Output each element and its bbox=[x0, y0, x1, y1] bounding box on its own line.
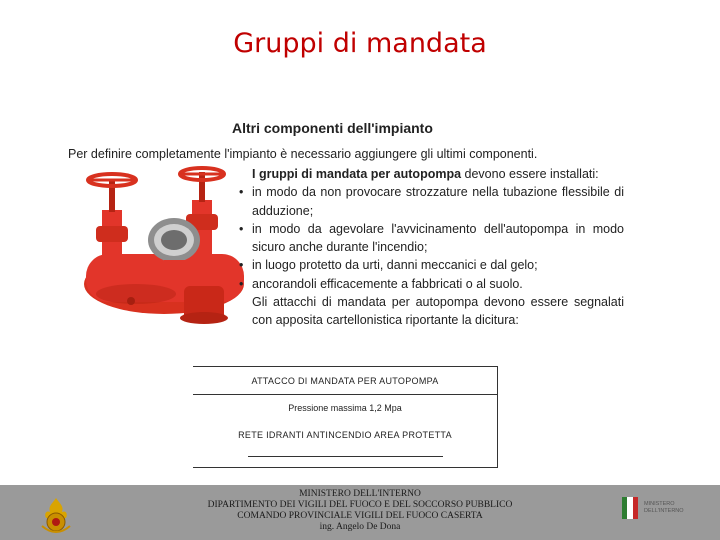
italian-flag-icon bbox=[622, 497, 638, 519]
closing-paragraph: Gli attacchi di mandata per autopompa devono essere segnalati con apposita cartellonistica riportante la dicitura: bbox=[252, 295, 624, 328]
ministry-logo-icon bbox=[622, 497, 698, 521]
bullet-icon: • bbox=[239, 185, 244, 200]
sign-pressure: Pressione massima 1,2 Mpa bbox=[288, 403, 402, 413]
sign-network: RETE IDRANTI ANTINCENDIO AREA PROTETTA bbox=[238, 430, 452, 440]
lead-bold: I gruppi di mandata per autopompa bbox=[252, 167, 462, 181]
bullet-icon: • bbox=[239, 276, 244, 291]
list-item-text: ancorandoli efficacemente a fabbricati o al suolo. bbox=[252, 276, 523, 291]
section-heading: Altri componenti dell'impianto bbox=[232, 120, 433, 136]
fire-valve-icon bbox=[76, 166, 248, 326]
list-item bbox=[239, 256, 624, 274]
sign-title: ATTACCO DI MANDATA PER AUTOPOMPA bbox=[251, 376, 439, 386]
sign-underline bbox=[248, 456, 443, 457]
list-item bbox=[239, 275, 624, 293]
bullet-icon: • bbox=[239, 221, 244, 236]
bullet-icon: • bbox=[239, 258, 244, 273]
slide-title: Gruppi di mandata bbox=[233, 28, 487, 59]
components-text bbox=[239, 165, 624, 330]
lead-rest: devono essere installati: bbox=[461, 167, 599, 181]
requirements-list bbox=[239, 183, 624, 293]
lead-paragraph bbox=[252, 165, 624, 183]
footer-command: COMANDO PROVINCIALE VIGILI DEL FUOCO CASERTA bbox=[237, 511, 483, 521]
list-item-text: in luogo protetto da urti, danni meccanici e dal gelo; bbox=[252, 258, 538, 273]
footer-text bbox=[0, 489, 720, 533]
sign-divider bbox=[193, 394, 497, 395]
list-item bbox=[239, 220, 624, 257]
list-item bbox=[239, 183, 624, 220]
mandata-sign bbox=[193, 366, 498, 468]
list-item-text: in modo da agevolare l'avvicinamento dell'autopompa in modo sicuro anche durante l'incendio; bbox=[252, 221, 624, 255]
footer-author: ing. Angelo De Dona bbox=[319, 522, 401, 532]
intro-text: Per definire completamente l'impianto è necessario aggiungere gli ultimi componenti. bbox=[68, 147, 538, 161]
list-item-text: in modo da non provocare strozzature nella tubazione flessibile di adduzione; bbox=[252, 185, 624, 218]
ministry-logo-text: MINISTERO DELL'INTERNO bbox=[644, 501, 684, 514]
footer-ministry: MINISTERO DELL'INTERNO bbox=[299, 489, 421, 499]
footer-bar bbox=[0, 485, 720, 540]
footer-department: DIPARTIMENTO DEI VIGILI DEL FUOCO E DEL SOCCORSO PUBBLICO bbox=[207, 500, 513, 510]
